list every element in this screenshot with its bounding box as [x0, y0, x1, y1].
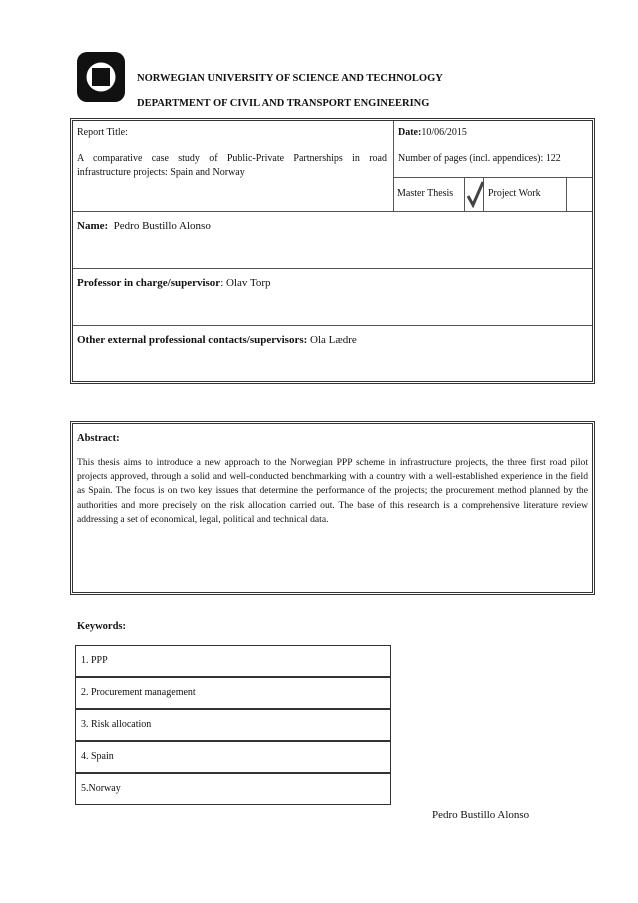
keyword-item: 3. Risk allocation	[75, 709, 391, 741]
author-signature: Pedro Bustillo Alonso	[432, 809, 530, 821]
name-row	[77, 219, 211, 233]
keyword-item: 1. PPP	[75, 645, 391, 677]
project-work-label: Project Work	[488, 188, 541, 199]
abstract-text: This thesis aims to introduce a new approach to the Norwegian PPP scheme in infrastructure projects, the three first road pilot projects approved, through a solid and well-conducted benchmarking with a country with a well-established experience in the field as Spain. The focus is on two key issues that determine the performance of the projects; the procurement method planned by the authorities and more precisely on the risk allocation carried out. The base of this research is a comprehensive literature review addressing a set of economical, legal, political and technical data.	[77, 457, 588, 525]
name-label: Name:	[77, 220, 109, 232]
keyword-item: 4. Spain	[75, 741, 391, 773]
checkmark-icon	[466, 180, 482, 208]
university-logo	[77, 52, 125, 102]
professor-value: : Olav Torp	[220, 277, 271, 289]
date-value: 10/06/2015	[421, 127, 467, 138]
abstract-label: Abstract:	[77, 433, 120, 444]
number-of-pages: Number of pages (incl. appendices): 122	[398, 153, 561, 164]
external-label: Other external professional contacts/supervisors:	[77, 334, 308, 346]
department-name: DEPARTMENT OF CIVIL AND TRANSPORT ENGINEERING	[137, 98, 430, 109]
professor-label: Professor in charge/supervisor	[77, 277, 221, 289]
professor-row	[77, 276, 271, 290]
keywords-label: Keywords:	[77, 621, 126, 632]
report-title-label: Report Title:	[77, 127, 128, 138]
keyword-item: 2. Procurement management	[75, 677, 391, 709]
university-name: NORWEGIAN UNIVERSITY OF SCIENCE AND TECHNOLOGY	[137, 73, 443, 84]
external-value: Ola Lædre	[310, 334, 357, 346]
name-value: Pedro Bustillo Alonso	[113, 220, 211, 232]
external-row	[77, 333, 357, 347]
report-title-value: A comparative case study of Public-Private Partnerships in road infrastructure projects: Spain and Norway	[77, 153, 387, 178]
date-label: Date:	[398, 127, 422, 138]
report-date	[398, 126, 467, 140]
master-thesis-label: Master Thesis	[397, 188, 454, 199]
keyword-item: 5.Norway	[75, 773, 391, 805]
